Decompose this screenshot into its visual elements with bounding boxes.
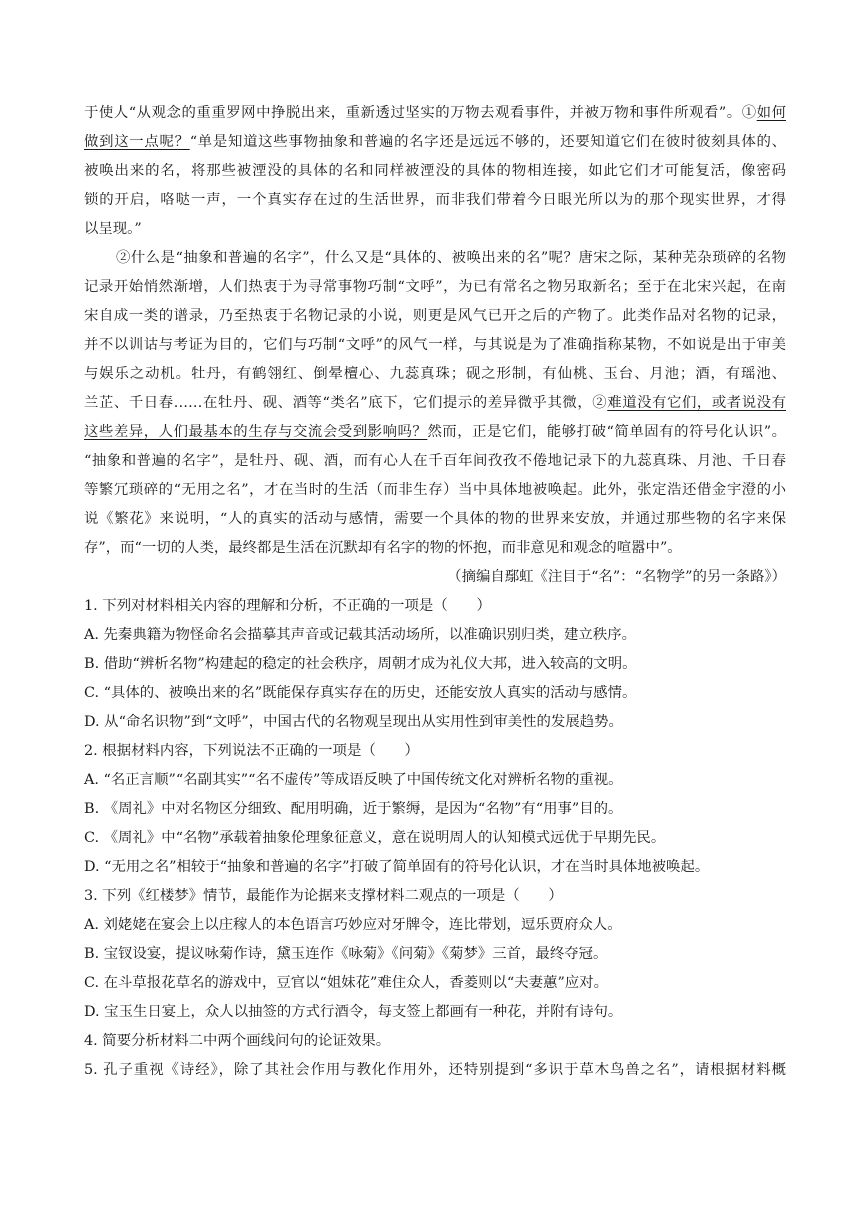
question-3-option-a: A. 刘姥姥在宴会上以庄稼人的本色语言巧妙应对牙牌令，连比带划，逗乐贾府众人。 — [84, 917, 622, 933]
paragraph-1-line-5: 以呈现。” — [84, 221, 142, 237]
question-2-option-b: B. 《周礼》中对名物区分细致、配用明确，近于繁缛，是因为“名物”有“用事”目的。 — [84, 801, 623, 817]
underlined-question-1: 如何 — [756, 105, 786, 121]
question-5-stem: 5. 孔子重视《诗经》，除了其社会作用与教化作用外，还特别提到“多识于草木鸟兽之名”，请根据材料概 — [84, 1062, 786, 1078]
question-4-stem: 4. 简要分析材料二中两个画线问句的论证效果。 — [84, 1033, 391, 1049]
question-2-option-c: C. 《周礼》中“名物”承载着抽象伦理象征意义，意在说明周人的认知模式远优于早期先民。 — [84, 830, 666, 846]
underlined-question-2-cont: 这些差异，人们最基本的生存与交流会受到影响吗？ — [84, 424, 428, 440]
paragraph-2-line-3: 宋自成一类的谱录，乃至热衷于名物记录的小说，则更是风气已开之后的产物了。此类作品对名物的记录， — [84, 308, 786, 324]
paragraph-1-line-1 — [84, 99, 786, 127]
text-run: 然而，正是它们，能够打破“简单固有的符号化认识”。 — [427, 424, 786, 440]
question-2-stem: 2. 根据材料内容，下列说法不正确的一项是（ ） — [84, 743, 419, 759]
text-run: “单是知道这些事物抽象和普遍的名字还是远远不够的，还要知道它们在彼时彼刻具体的、 — [189, 134, 786, 150]
question-1-stem: 1. 下列对材料相关内容的理解和分析，不正确的一项是（ ） — [84, 598, 491, 614]
paragraph-1-line-4: 锁的开启，咯哒一声，一个真实存在过的生活世界，而非我们带着今日眼光所以为的那个现实世界，才得 — [84, 192, 786, 208]
underlined-question-1-cont: 做到这一点呢？ — [84, 134, 190, 150]
paragraph-2-line-4: 并不以训诂与考证为目的，它们与巧制“文呼”的风气一样，与其说是为了准确指称某物，不如说是出于审美 — [84, 337, 786, 353]
paragraph-2-line-2: 记录开始悄然渐增，人们热衷于为寻常事物巧制“文呼”，为已有常名之物另取新名；至于在北宋兴起，在南 — [84, 279, 786, 295]
paragraph-2-line-11: 存”，而“一切的人类，最终都是生活在沉默却有名字的物的怀抱，而非意见和观念的喧嚣中”。 — [84, 540, 682, 556]
source-citation: （摘编自鄢虹《注目于“名”：“名物学”的另一条路》） — [447, 569, 786, 585]
question-3-stem: 3. 下列《红楼梦》情节，最能作为论据来支撑材料二观点的一项是（ ） — [84, 888, 563, 904]
paragraph-2-line-7 — [84, 418, 786, 446]
question-1-option-d: D. 从“命名识物”到“文呼”，中国古代的名物观呈现出从实用性到审美性的发展趋势。 — [84, 714, 623, 730]
question-3-option-d: D. 宝玉生日宴上，众人以抽签的方式行酒令，每支签上都画有一种花，并附有诗句。 — [84, 1004, 623, 1020]
question-1-option-b: B. 借助“辨析名物”构建起的稳定的社会秩序，周朝才成为礼仪大邦，进入较高的文明。 — [84, 656, 637, 672]
underlined-question-2: 难道没有它们，或者说没有 — [607, 395, 786, 411]
paragraph-1-line-2 — [84, 128, 786, 156]
question-3-option-b: B. 宝钗设宴，提议咏菊作诗，黛玉连作《咏菊》《问菊》《菊梦》三首，最终夺冠。 — [84, 946, 608, 962]
paragraph-1-line-3: 被唤出来的名，将那些被湮没的具体的名和同样被湮没的具体的物相连接，如此它们才可能复活，像密码 — [84, 163, 786, 179]
question-2-option-d: D. “无用之名”相较于“抽象和普遍的名字”打破了简单固有的符号化认识，才在当时具体地被唤起。 — [84, 859, 710, 875]
question-1-option-c: C. “具体的、被唤出来的名”既能保存真实存在的历史，还能安放人真实的活动与感情。 — [84, 685, 637, 701]
paragraph-2-line-5: 与娱乐之动机。牡丹，有鹤翎红、倒晕檀心、九蕊真珠；砚之形制，有仙桃、玉台、月池；酒，有瑶池、 — [84, 366, 786, 382]
question-2-option-a: A. “名正言顺”“名副其实”“名不虚传”等成语反映了中国传统文化对辨析名物的重视。 — [84, 772, 623, 788]
question-1-option-a: A. 先秦典籍为物怪命名会描摹其声音或记载其活动场所，以准确识别归类，建立秩序。 — [84, 627, 636, 643]
paragraph-2-line-10: 说《繁花》来说明，“人的真实的活动与感情，需要一个具体的物的世界来安放，并通过那些物的名字来保 — [84, 511, 786, 527]
paragraph-2-line-6 — [84, 389, 786, 417]
text-run: 兰芷、千日春……在牡丹、砚、酒等“类名”底下，它们提示的差异微乎其微，② — [84, 395, 608, 411]
text-run: 于使人“从观念的重重罗网中挣脱出来，重新透过坚实的万物去观看事件，并被万物和事件所观看”。① — [84, 105, 757, 121]
paragraph-2-line-8: “抽象和普遍的名字”，是牡丹、砚、酒，而有心人在千百年间孜孜不倦地记录下的九蕊真珠、月池、千日春 — [84, 453, 786, 469]
question-3-option-c: C. 在斗草报花草名的游戏中，豆官以“姐妹花”难住众人，香菱则以“夫妻蕙”应对。 — [84, 975, 608, 991]
paragraph-2-line-1: ②什么是“抽象和普遍的名字”，什么又是“具体的、被唤出来的名”呢？唐宋之际，某种芜杂琐碎的名物 — [116, 250, 786, 266]
paragraph-2-line-9: 等繁冗琐碎的“无用之名”，才在当时的生活（而非生存）当中具体地被唤起。此外，张定浩还借金宇澄的小 — [84, 482, 786, 498]
